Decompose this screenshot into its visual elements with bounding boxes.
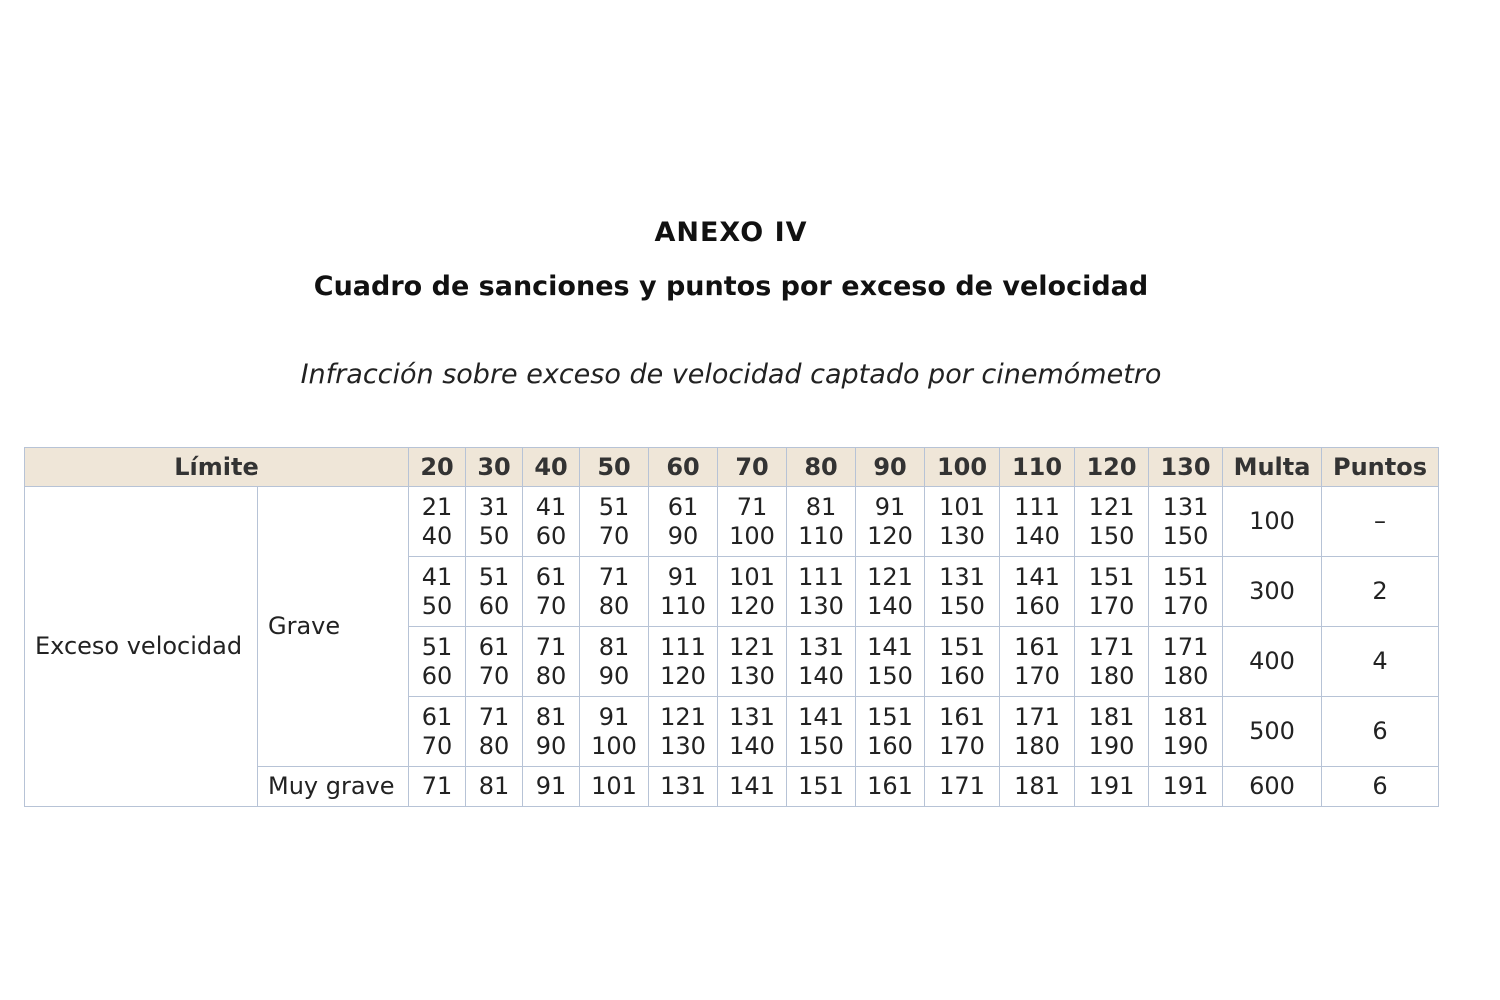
range-min: 161: [939, 702, 985, 731]
speed-value-cell: 81: [466, 767, 523, 807]
range-min: 91: [598, 702, 630, 731]
speed-value-cell: 151: [787, 767, 856, 807]
range-max: 130: [798, 591, 844, 620]
range-max: 70: [421, 731, 453, 760]
points-cell: 2: [1322, 557, 1439, 627]
speed-range-cell: [523, 557, 580, 627]
range-max: 110: [798, 521, 844, 550]
fine-cell: 300: [1223, 557, 1322, 627]
speed-range-cell: [409, 557, 466, 627]
range-min: 111: [660, 632, 706, 661]
points-cell: 6: [1322, 697, 1439, 767]
range-max: 150: [939, 591, 985, 620]
range-min: 151: [1162, 562, 1209, 591]
range-min: 51: [478, 562, 510, 591]
range-min: 71: [736, 492, 768, 521]
range-max: 170: [1088, 591, 1135, 620]
range-max: 140: [798, 661, 844, 690]
speed-range-cell: [1075, 627, 1149, 697]
table-row: [25, 487, 1439, 557]
speed-range-cell: [466, 697, 523, 767]
speed-value-cell: 181: [1000, 767, 1075, 807]
range-min: 111: [1014, 492, 1060, 521]
speed-range-cell: [1075, 557, 1149, 627]
range-max: 100: [591, 731, 637, 760]
limit-header-cell: 50: [580, 448, 649, 487]
range-max: 170: [1162, 591, 1209, 620]
limit-header-cell: 100: [925, 448, 1000, 487]
range-min: 151: [867, 702, 913, 731]
range-max: 80: [535, 661, 567, 690]
range-min: 171: [1088, 632, 1135, 661]
speed-range-cell: [466, 627, 523, 697]
range-max: 140: [867, 591, 913, 620]
range-min: 31: [478, 492, 510, 521]
range-max: 70: [598, 521, 630, 550]
range-min: 81: [805, 492, 837, 521]
speed-range-cell: [409, 697, 466, 767]
fine-cell: 100: [1223, 487, 1322, 557]
speed-range-cell: [1000, 557, 1075, 627]
speed-value-cell: 141: [718, 767, 787, 807]
range-max: 120: [729, 591, 775, 620]
speed-range-cell: [925, 487, 1000, 557]
range-max: 80: [478, 731, 510, 760]
range-min: 91: [874, 492, 906, 521]
speed-range-cell: [718, 627, 787, 697]
range-max: 150: [867, 661, 913, 690]
range-max: 90: [598, 661, 630, 690]
speeding-fines-table: [24, 447, 1439, 807]
speed-range-cell: [718, 697, 787, 767]
fine-cell: 500: [1223, 697, 1322, 767]
range-min: 81: [598, 632, 630, 661]
speed-range-cell: [466, 487, 523, 557]
speed-range-cell: [787, 557, 856, 627]
range-max: 110: [660, 591, 706, 620]
speed-range-cell: [523, 627, 580, 697]
range-max: 150: [1162, 521, 1209, 550]
range-max: 130: [660, 731, 706, 760]
fine-cell: 400: [1223, 627, 1322, 697]
range-max: 130: [729, 661, 775, 690]
speed-value-cell: 191: [1149, 767, 1223, 807]
speed-value-cell: 131: [649, 767, 718, 807]
range-min: 131: [939, 562, 985, 591]
annex-title: ANEXO IV: [654, 217, 808, 248]
speed-range-cell: [409, 627, 466, 697]
speed-range-cell: [580, 487, 649, 557]
range-max: 60: [478, 591, 510, 620]
range-min: 41: [421, 562, 453, 591]
range-max: 70: [478, 661, 510, 690]
speed-range-cell: [1000, 487, 1075, 557]
range-max: 70: [535, 591, 567, 620]
speed-range-cell: [1075, 487, 1149, 557]
range-min: 121: [660, 702, 706, 731]
speed-range-cell: [856, 697, 925, 767]
range-max: 180: [1162, 661, 1209, 690]
range-min: 101: [729, 562, 775, 591]
range-max: 90: [667, 521, 699, 550]
speed-range-cell: [856, 557, 925, 627]
range-min: 51: [598, 492, 630, 521]
range-max: 120: [867, 521, 913, 550]
speed-range-cell: [523, 697, 580, 767]
points-cell: 6: [1322, 767, 1439, 807]
speed-value-cell: 91: [523, 767, 580, 807]
range-min: 41: [535, 492, 567, 521]
range-min: 21: [421, 492, 453, 521]
range-max: 190: [1162, 731, 1209, 760]
range-min: 151: [939, 632, 985, 661]
speed-range-cell: [1149, 627, 1223, 697]
range-max: 60: [421, 661, 453, 690]
speed-range-cell: [787, 697, 856, 767]
speed-range-cell: [856, 487, 925, 557]
speed-range-cell: [1149, 557, 1223, 627]
points-header: Puntos: [1322, 448, 1439, 487]
speed-range-cell: [649, 487, 718, 557]
range-min: 61: [535, 562, 567, 591]
range-min: 161: [1014, 632, 1060, 661]
speed-range-cell: [523, 487, 580, 557]
speed-range-cell: [718, 487, 787, 557]
speed-range-cell: [787, 627, 856, 697]
range-max: 140: [1014, 521, 1060, 550]
range-min: 51: [421, 632, 453, 661]
row-label-speeding: Exceso velocidad: [25, 487, 258, 807]
speed-range-cell: [580, 697, 649, 767]
limit-header-cell: 120: [1075, 448, 1149, 487]
speed-range-cell: [466, 557, 523, 627]
range-max: 80: [598, 591, 630, 620]
range-min: 131: [1162, 492, 1209, 521]
limit-header-cell: 70: [718, 448, 787, 487]
range-min: 71: [478, 702, 510, 731]
table-caption: Infracción sobre exceso de velocidad captado por cinemómetro: [300, 359, 1162, 390]
range-min: 61: [421, 702, 453, 731]
speed-range-cell: [649, 557, 718, 627]
range-max: 190: [1088, 731, 1135, 760]
range-max: 160: [939, 661, 985, 690]
speed-value-cell: 171: [925, 767, 1000, 807]
range-min: 181: [1088, 702, 1135, 731]
limit-header-cell: 110: [1000, 448, 1075, 487]
fine-header: Multa: [1223, 448, 1322, 487]
limit-header-cell: 20: [409, 448, 466, 487]
range-max: 160: [867, 731, 913, 760]
range-max: 100: [729, 521, 775, 550]
range-min: 141: [798, 702, 844, 731]
range-max: 170: [1014, 661, 1060, 690]
range-max: 90: [535, 731, 567, 760]
range-max: 130: [939, 521, 985, 550]
range-min: 131: [729, 702, 775, 731]
range-min: 171: [1162, 632, 1209, 661]
speed-range-cell: [580, 557, 649, 627]
range-min: 151: [1088, 562, 1135, 591]
range-max: 50: [478, 521, 510, 550]
range-min: 141: [1014, 562, 1060, 591]
limit-header-cell: 30: [466, 448, 523, 487]
range-min: 101: [939, 492, 985, 521]
speed-range-cell: [925, 697, 1000, 767]
range-max: 180: [1014, 731, 1060, 760]
speed-range-cell: [718, 557, 787, 627]
range-max: 180: [1088, 661, 1135, 690]
header-row: [25, 448, 1439, 487]
range-min: 181: [1162, 702, 1209, 731]
range-max: 140: [729, 731, 775, 760]
speed-value-cell: 101: [580, 767, 649, 807]
speed-value-cell: 161: [856, 767, 925, 807]
speed-range-cell: [1075, 697, 1149, 767]
range-min: 71: [535, 632, 567, 661]
limit-header-cell: 80: [787, 448, 856, 487]
speed-range-cell: [1149, 487, 1223, 557]
range-max: 150: [798, 731, 844, 760]
category-muy-grave: Muy grave: [258, 767, 409, 807]
range-min: 171: [1014, 702, 1060, 731]
range-min: 131: [798, 632, 844, 661]
speed-range-cell: [1149, 697, 1223, 767]
range-min: 61: [667, 492, 699, 521]
category-grave: Grave: [258, 487, 409, 767]
speed-range-cell: [649, 697, 718, 767]
range-max: 150: [1088, 521, 1135, 550]
speed-range-cell: [649, 627, 718, 697]
speed-range-cell: [1000, 697, 1075, 767]
speed-range-cell: [925, 557, 1000, 627]
range-min: 71: [598, 562, 630, 591]
range-max: 40: [421, 521, 453, 550]
speed-range-cell: [787, 487, 856, 557]
range-min: 121: [729, 632, 775, 661]
limit-header-cell: 130: [1149, 448, 1223, 487]
range-min: 111: [798, 562, 844, 591]
range-min: 121: [1088, 492, 1135, 521]
speed-value-cell: 71: [409, 767, 466, 807]
speed-range-cell: [925, 627, 1000, 697]
range-max: 50: [421, 591, 453, 620]
limit-header: Límite: [25, 448, 409, 487]
range-min: 121: [867, 562, 913, 591]
speed-value-cell: 191: [1075, 767, 1149, 807]
range-min: 81: [535, 702, 567, 731]
points-cell: 4: [1322, 627, 1439, 697]
speed-range-cell: [1000, 627, 1075, 697]
range-max: 120: [660, 661, 706, 690]
speed-range-cell: [580, 627, 649, 697]
range-min: 91: [667, 562, 699, 591]
range-max: 170: [939, 731, 985, 760]
speed-range-cell: [409, 487, 466, 557]
limit-header-cell: 40: [523, 448, 580, 487]
range-max: 160: [1014, 591, 1060, 620]
speed-range-cell: [856, 627, 925, 697]
points-cell: –: [1322, 487, 1439, 557]
range-min: 61: [478, 632, 510, 661]
limit-header-cell: 60: [649, 448, 718, 487]
fine-cell: 600: [1223, 767, 1322, 807]
limit-header-cell: 90: [856, 448, 925, 487]
range-min: 141: [867, 632, 913, 661]
range-max: 60: [535, 521, 567, 550]
annex-subtitle: Cuadro de sanciones y puntos por exceso de velocidad: [313, 271, 1149, 302]
